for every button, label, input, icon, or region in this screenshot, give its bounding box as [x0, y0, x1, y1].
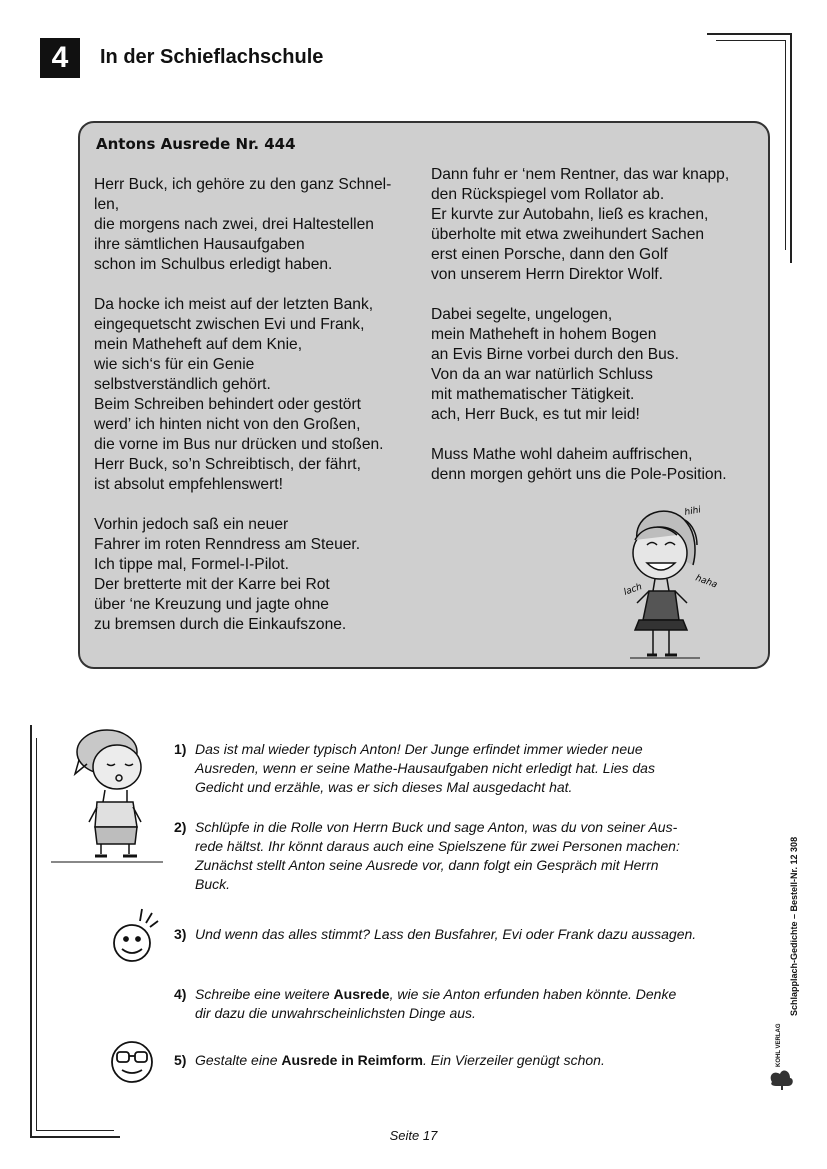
poem-line: die vorne im Bus nur drücken und stoßen.: [94, 436, 384, 453]
girl-label-top: hihi: [683, 505, 702, 518]
poem-line: mit mathematischer Tätigkeit.: [431, 386, 635, 403]
task-text: [195, 925, 735, 944]
poem-line: mein Matheheft auf dem Knie,: [94, 336, 303, 353]
poem-line: den Rückspiegel vom Rollator ab.: [431, 186, 665, 203]
poem-line: Er kurvte zur Autobahn, ließ es krachen,: [431, 206, 709, 223]
side-imprint: [785, 768, 805, 1018]
task-text-part: Schreibe eine weitere: [195, 986, 334, 1002]
poem-line: von unserem Herrn Direktor Wolf.: [431, 266, 663, 283]
task-number: 1): [174, 741, 187, 757]
poem-column-left: [94, 175, 391, 655]
glasses-face-icon: [108, 1040, 158, 1085]
poem-line: werd’ ich hinten nicht von den Großen,: [94, 416, 361, 433]
publisher-logo: [768, 1020, 798, 1092]
poem-title: Antons Ausrede Nr. 444: [96, 135, 296, 153]
task-line: [195, 1051, 735, 1070]
corner-line: [785, 40, 786, 250]
girl-label-right: haha: [693, 573, 719, 591]
poem-line: wie sich‘s für ein Genie: [94, 356, 255, 373]
tree-icon: [768, 1020, 798, 1092]
poem-line: Da hocke ich meist auf der letzten Bank,: [94, 296, 374, 313]
task-text-part: . Ein Vierzeiler genügt schon.: [422, 1052, 605, 1068]
task-number: 5): [174, 1052, 187, 1068]
poem-stanza: [431, 305, 729, 425]
page-number: Seite 17: [389, 1128, 438, 1143]
task-line: rede hältst. Ihr könnt daraus auch eine Spielszene für zwei Personen machen:: [195, 838, 680, 854]
poem-line: ach, Herr Buck, es tut mir leid!: [431, 406, 640, 423]
poem-line: Beim Schreiben behindert oder gestört: [94, 396, 361, 413]
poem-line: erst einen Porsche, dann den Golf: [431, 246, 668, 263]
poem-line: selbstverständlich gehört.: [94, 376, 271, 393]
task-line: dir dazu die unwahrscheinlichsten Dinge aus.: [195, 1005, 476, 1021]
task-text: [195, 740, 735, 797]
task-number: 3): [174, 926, 187, 942]
task-text: [195, 818, 735, 894]
task-line: Und wenn das alles stimmt? Lass den Busfahrer, Evi oder Frank dazu aussagen.: [195, 926, 697, 942]
poem-line: Dabei segelte, ungelogen,: [431, 306, 613, 323]
task-line: [195, 985, 735, 1004]
poem-line: Der bretterte mit der Karre bei Rot: [94, 576, 330, 593]
poem-stanza: [431, 445, 729, 485]
girl-label-left: lach: [622, 582, 644, 598]
poem-line: len,: [94, 196, 120, 213]
poem-line: Herr Buck, ich gehöre zu den ganz Schnel-: [94, 176, 392, 193]
poem-stanza: [94, 175, 391, 275]
poem-line: mein Matheheft in hohem Bogen: [431, 326, 657, 343]
task-text-part: Gestalte eine: [195, 1052, 282, 1068]
task-line: Zunächst stellt Anton seine Ausrede vor, dann folgt ein Gespräch mit Herrn: [195, 857, 659, 873]
task-number: 2): [174, 819, 187, 835]
corner-line: [716, 40, 786, 41]
poem-line: überholte mit etwa zweihundert Sachen: [431, 226, 705, 243]
publisher-name: KOHL VERLAG: [776, 1023, 782, 1067]
task-keyword: Ausrede: [333, 986, 390, 1002]
poem-line: Fahrer im roten Renndress am Steuer.: [94, 536, 361, 553]
poem-line: ist absolut empfehlenswert!: [94, 476, 283, 493]
corner-line: [790, 33, 792, 263]
poem-line: Muss Mathe wohl daheim auffrischen,: [431, 446, 693, 463]
task-line: Schlüpfe in die Rolle von Herrn Buck und sage Anton, was du von seiner Aus-: [195, 819, 678, 835]
poem-line: denn morgen gehört uns die Pole-Position.: [431, 466, 727, 483]
poem-stanza: [94, 295, 391, 495]
poem-column-right: [431, 165, 729, 505]
poem-stanza: [431, 165, 729, 285]
poem-line: die morgens nach zwei, drei Haltestellen: [94, 216, 374, 233]
poem-line: an Evis Birne vorbei durch den Bus.: [431, 346, 679, 363]
chapter-number: 4: [40, 38, 80, 78]
corner-line: [36, 738, 37, 1130]
corner-line: [30, 725, 32, 1137]
task-line: Ausreden, wenn er seine Mathe-Hausaufgaben nicht erledigt hat. Lies das: [195, 760, 655, 776]
poem-line: ihre sämtlichen Hausaufgaben: [94, 236, 305, 253]
task-line: Das ist mal wieder typisch Anton! Der Junge erfindet immer wieder neue: [195, 741, 643, 757]
chapter-title: In der Schieflachschule: [100, 46, 324, 68]
poem-line: Herr Buck, so’n Schreibtisch, der fährt,: [94, 456, 361, 473]
poem-line: schon im Schulbus erledigt haben.: [94, 256, 333, 273]
poem-line: Dann fuhr er ‘nem Rentner, das war knapp,: [431, 166, 730, 183]
task-number: 4): [174, 986, 187, 1002]
poem-stanza: [94, 515, 391, 635]
task-text: [195, 985, 735, 1023]
boy-illustration: [45, 722, 170, 867]
smiley-face-icon: [108, 905, 163, 965]
task-text: [195, 1051, 735, 1070]
poem-line: über ‘ne Kreuzung und jagte ohne: [94, 596, 329, 613]
poem-line: zu bremsen durch die Einkaufszone.: [94, 616, 347, 633]
side-imprint-text: Schlapplach-Gedichte – Bestell-Nr. 12 308: [789, 836, 799, 1016]
laughing-girl-illustration: [615, 495, 725, 665]
corner-line: [707, 33, 792, 35]
task-keyword: Ausrede in Reimform: [281, 1052, 423, 1068]
poem-line: Ich tippe mal, Formel-I-Pilot.: [94, 556, 289, 573]
poem-line: Von da an war natürlich Schluss: [431, 366, 653, 383]
task-text-part: , wie sie Anton erfunden haben könnte. Denke: [389, 986, 677, 1002]
poem-line: Vorhin jedoch saß ein neuer: [94, 516, 289, 533]
poem-line: eingequetscht zwischen Evi und Frank,: [94, 316, 365, 333]
task-line: Gedicht und erzähle, was er sich dieses Mal ausgedacht hat.: [195, 779, 573, 795]
task-line: Buck.: [195, 876, 231, 892]
